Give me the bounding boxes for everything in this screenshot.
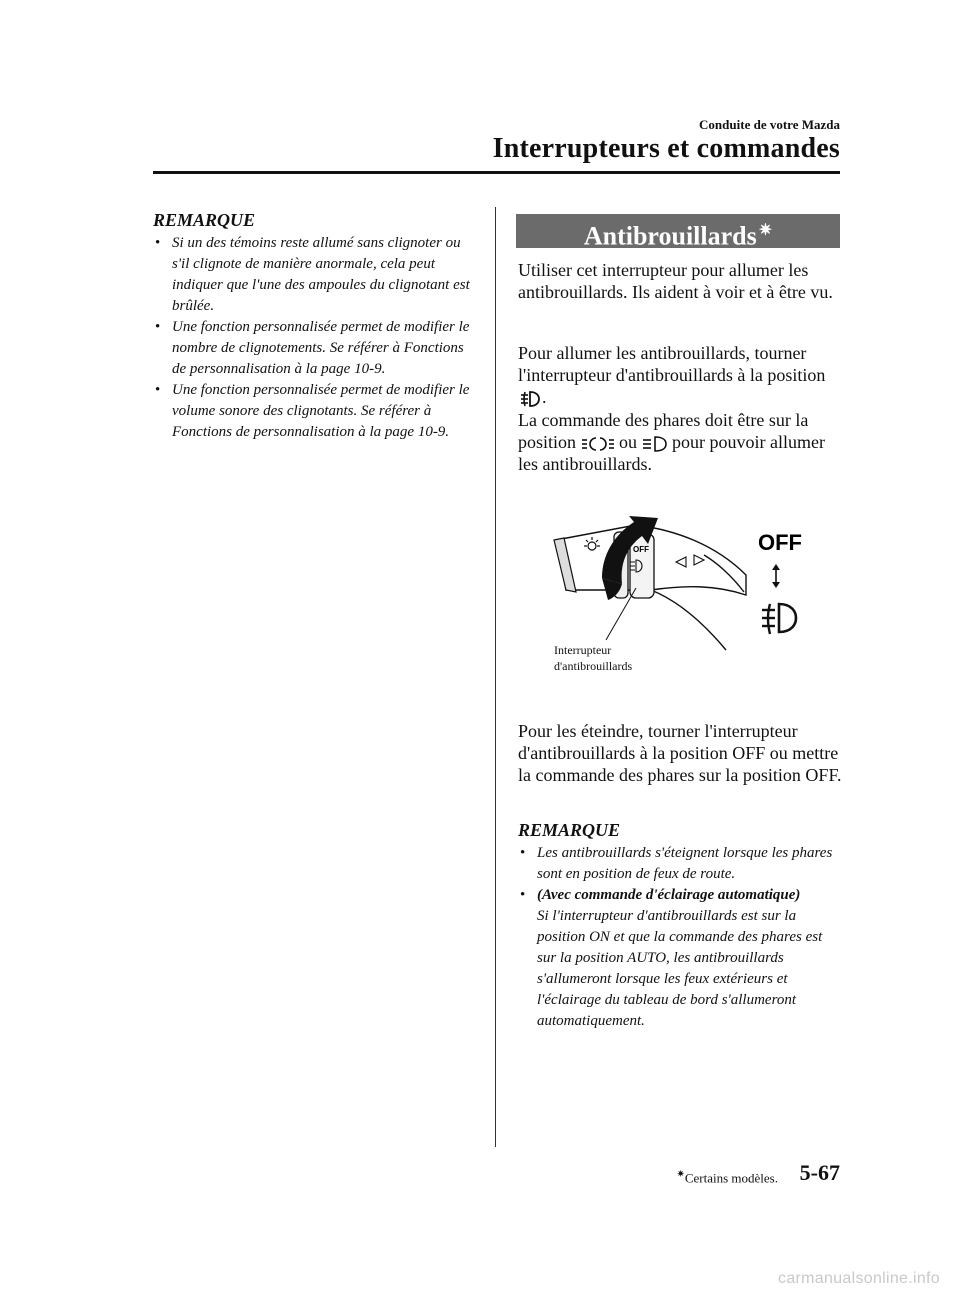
turn-off-paragraph: Pour les éteindre, tourner l'interrupteur d'antibrouillards à la position OFF ou mettre la commande des phares sur la position OFF. bbox=[518, 721, 842, 785]
list-item: • (Avec commande d'éclairage automatique) Si l'interrupteur d'antibrouillards est sur la position ON et que la commande des phares est sur la position AUTO, les antibrouillards s'allumeront lorsque les feux extérieurs et l'éclairage du tableau de bord s'allumeront automatiquement. bbox=[520, 887, 823, 1029]
section-title: Antibrouillards bbox=[583, 221, 757, 251]
section-header: Interrupteurs et commandes bbox=[492, 133, 840, 164]
remark-title: REMARQUE bbox=[153, 210, 256, 230]
stalk-off-text: OFF bbox=[633, 545, 649, 554]
bullet-icon: • bbox=[155, 235, 161, 251]
bullet-icon: • bbox=[155, 382, 161, 398]
remark-title: REMARQUE bbox=[518, 820, 621, 840]
fog-switch-label: Interrupteur d'antibrouillards bbox=[554, 643, 633, 673]
list-item: • Une fonction personnalisée permet de modifier le volume sonore des clignotants. Se référer à Fonctions de personnalisation à la page 10-9. bbox=[155, 382, 470, 440]
left-remark bbox=[153, 210, 473, 443]
fog-switch-figure bbox=[536, 500, 836, 690]
remark-list bbox=[518, 843, 840, 1032]
front-fog-light-icon bbox=[518, 389, 542, 409]
list-item: • Les antibrouillards s'éteignent lorsque les phares sont en position de feux de route. bbox=[520, 845, 833, 882]
optional-star-icon: ✷ bbox=[758, 222, 773, 239]
page-number: 5-67 bbox=[799, 1160, 840, 1185]
header-rule bbox=[153, 171, 840, 174]
position-lights-icon bbox=[581, 435, 615, 453]
bullet-icon: • bbox=[155, 319, 161, 335]
list-item: • Si un des témoins reste allumé sans clignoter ou s'il clignote de manière anormale, cela peut indiquer que l'une des ampoules du clignotant est brûlée. bbox=[155, 235, 470, 314]
section-title-bar bbox=[516, 214, 840, 251]
intro-paragraph: Utiliser cet interrupteur pour allumer les antibrouillards. Ils aident à voir et à être vu. bbox=[518, 260, 833, 302]
watermark-site: carmanualsonline.info bbox=[778, 1270, 940, 1287]
turn-on-paragraph: Pour allumer les antibrouillards, tourner l'interrupteur d'antibrouillards à la position . La commande des phares doit être sur la position ou pour pouvoir allumer les antibrouillards. bbox=[518, 343, 826, 474]
remark-list bbox=[153, 233, 473, 443]
bullet-icon: • bbox=[520, 887, 526, 903]
column-divider bbox=[495, 207, 496, 1147]
headlight-icon bbox=[642, 435, 668, 453]
off-label: OFF bbox=[758, 530, 802, 555]
bullet-icon: • bbox=[520, 845, 526, 861]
optional-star-icon: ✷ bbox=[676, 1169, 685, 1180]
list-item: • Une fonction personnalisée permet de modifier le nombre de clignotements. Se référer à Fonctions de personnalisation à la page 10-9. bbox=[155, 319, 470, 377]
front-fog-light-icon-large bbox=[762, 604, 796, 634]
right-remark bbox=[518, 820, 840, 1032]
footer-note: ✷Certains modèles. bbox=[676, 1169, 778, 1186]
chapter-title: Conduite de votre Mazda bbox=[699, 117, 840, 132]
